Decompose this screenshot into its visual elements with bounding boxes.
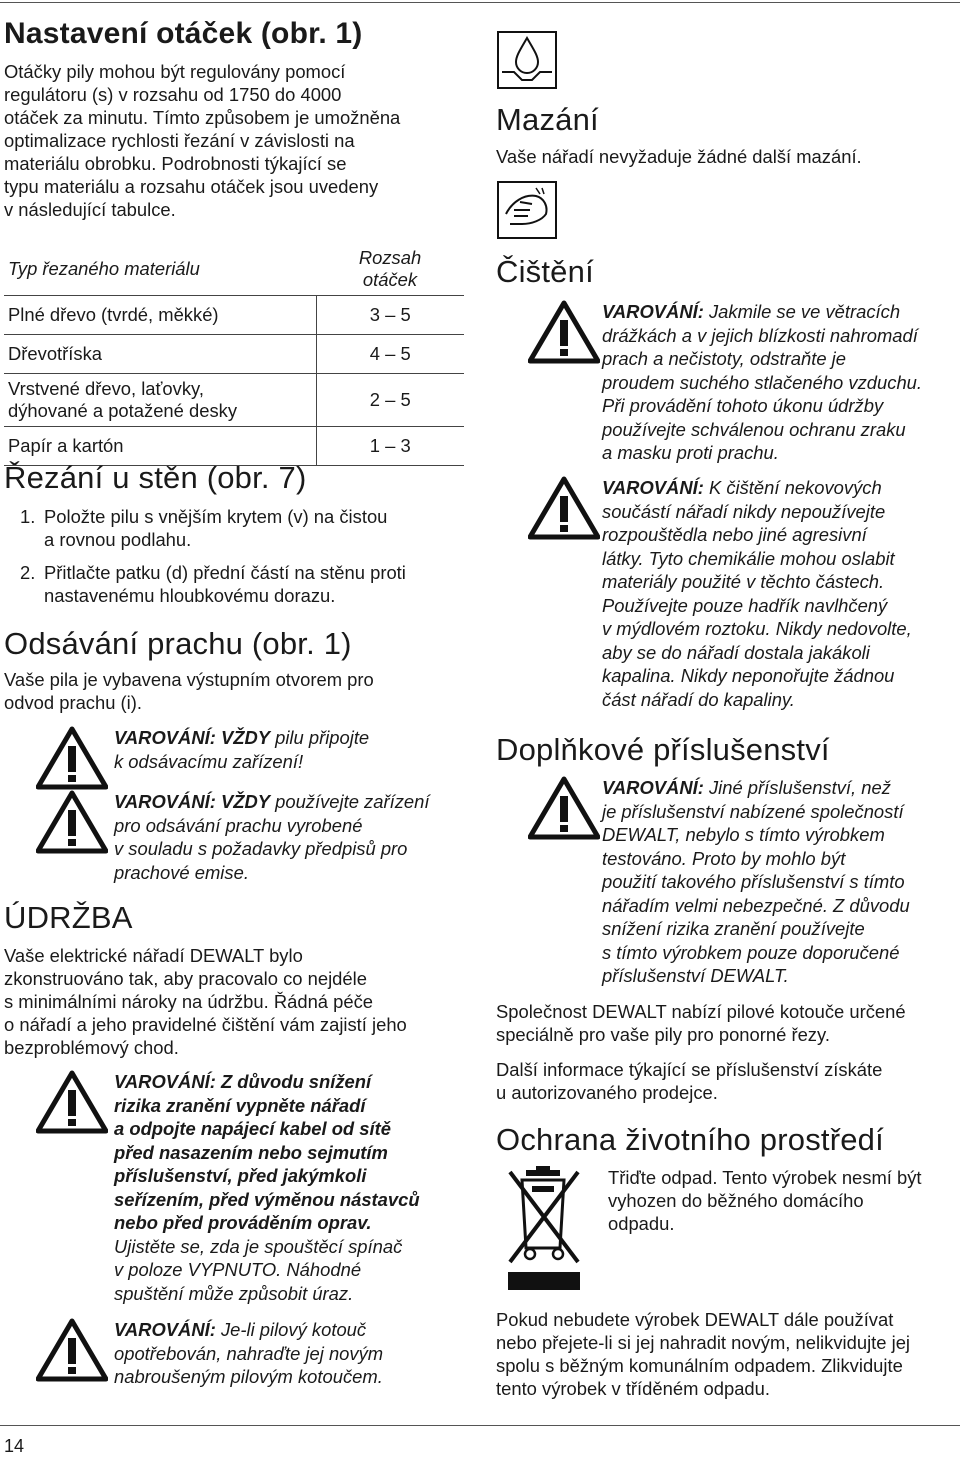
- warning-line: a masku proti prachu.: [602, 442, 779, 463]
- environment-body-line: tento výrobek v tříděném odpadu.: [496, 1378, 770, 1399]
- warning-line: příslušenství, před jakýmkoli: [114, 1165, 367, 1186]
- warning-line: K čištění nekovových: [703, 477, 882, 498]
- warning-label: VAROVÁNÍ:: [602, 477, 704, 498]
- table-row: [4, 335, 464, 374]
- table-row: [4, 296, 464, 335]
- warning-line: seřízením, před výměnou nástavců: [114, 1188, 420, 1210]
- warning-line: nebo před prováděním oprav.: [114, 1212, 372, 1233]
- warning-line: používejte schválenou ochranu zraku: [602, 418, 906, 440]
- accessories-body-line: speciálně pro vaše pily pro ponorné řezy.: [496, 1024, 830, 1045]
- speed-body-line: materiálu obrobku. Podrobnosti týkající se: [4, 153, 347, 174]
- warning-line: pilu připojte: [270, 727, 370, 748]
- step-line: a rovnou podlahu.: [44, 529, 192, 550]
- maintenance-warning-1: [36, 1070, 466, 1305]
- maintenance-body-line: s minimálními nároky na údržbu. Řádná péče: [4, 991, 374, 1012]
- warning-line: materiály použité v těchto částech.: [602, 571, 885, 592]
- dust-warning-2: [36, 790, 466, 884]
- environment-side-line: odpadu.: [608, 1213, 675, 1234]
- speed-body-line: typu materiálu a rozsahu otáček jsou uvedeny: [4, 176, 379, 197]
- warning-line: Používejte pouze hadřík navlhčený: [602, 594, 888, 616]
- warning-triangle-icon: [36, 1318, 108, 1382]
- warning-line: v souladu s požadavky předpisů pro: [114, 838, 408, 859]
- warning-line: Při provádění tohoto úkonu údržby: [602, 395, 884, 416]
- material-line1: Vrstvené dřevo, laťovky,: [8, 378, 204, 399]
- warning-line: nářadím velmi nebezpečné. Z důvodu: [602, 894, 910, 916]
- warning-triangle-icon: [36, 1070, 108, 1134]
- warning-line: k odsávacímu zařízení!: [114, 750, 304, 772]
- speed-body-line: regulátoru (s) v rozsahu od 1750 do 4000: [4, 84, 342, 105]
- page-number: 14: [4, 1436, 25, 1456]
- cleaning-warning-1: [528, 300, 958, 465]
- warning-line: pro odsávání prachu vyrobené: [114, 814, 363, 836]
- accessories-body-2: [496, 1058, 958, 1104]
- table-cell-material: [4, 374, 316, 427]
- warning-line: opotřebován, nahraďte jej novým: [114, 1342, 384, 1364]
- warning-text: [602, 776, 958, 988]
- wall-steps: [4, 505, 464, 607]
- maintenance-body-line: o nářadí a jeho pravidelné čištění vám zajistí jeho: [4, 1014, 407, 1035]
- warning-line: aby se do nářadí dostala jakákoli: [602, 641, 870, 663]
- warning-line: Jiné příslušenství, než: [703, 777, 891, 798]
- warning-label: VAROVÁNÍ:: [602, 301, 704, 322]
- warning-line: je příslušenství nabízené společností: [602, 800, 904, 822]
- environment-side-line: vyhozen do běžného domácího: [608, 1190, 864, 1211]
- environment-side-text: [608, 1166, 960, 1235]
- warning-line: používejte zařízení: [270, 791, 430, 812]
- maintenance-body-line: bezproblémový chod.: [4, 1037, 179, 1058]
- warning-label: VAROVÁNÍ: VŽDY: [114, 727, 270, 748]
- warning-triangle-icon: [528, 300, 600, 364]
- warning-label: VAROVÁNÍ:: [602, 777, 704, 798]
- speed-body-line: v následující tabulce.: [4, 199, 176, 220]
- cleaning-title: Čištění: [496, 254, 594, 289]
- speed-title: Nastavení otáček (obr. 1): [4, 17, 363, 50]
- wall-title: Řezání u stěn (obr. 7): [4, 460, 307, 495]
- warning-text: [114, 1235, 466, 1306]
- speed-body-line: Otáčky pily mohou být regulovány pomocí: [4, 61, 346, 82]
- accessories-title: Doplňkové příslušenství: [496, 732, 830, 767]
- warning-line: v poloze VYPNUTO. Náhodné: [114, 1259, 362, 1280]
- warning-line: prachové emise.: [114, 861, 249, 883]
- environment-body-line: Pokud nebudete výrobek DEWALT dále používat: [496, 1309, 894, 1330]
- speed-table: [4, 243, 464, 466]
- step-line: nastavenému hloubkovému dorazu.: [44, 585, 336, 606]
- range-header-line1: Rozsah: [358, 247, 422, 268]
- warning-line: nabroušeným pilovým kotoučem.: [114, 1366, 383, 1387]
- table-cell-material: Plné dřevo (tvrdé, měkké): [4, 296, 316, 335]
- warning-text: [114, 1318, 466, 1389]
- warning-line: snížení rizika zranění používejte: [602, 918, 865, 939]
- warning-line: rozpouštědla nebo jiné agresivní: [602, 524, 867, 545]
- crossed-bin-icon: [504, 1164, 584, 1292]
- warning-triangle-icon: [36, 790, 108, 854]
- oil-drop-icon: [496, 30, 558, 90]
- step-line: Přitlačte patku (d) přední částí na stěnu proti: [44, 562, 406, 583]
- warning-line: látky. Tyto chemikálie mohou oslabit: [602, 547, 895, 569]
- warning-line: příslušenství DEWALT.: [602, 965, 789, 986]
- warning-line: drážkách a v jejich blízkosti nahromadí: [602, 324, 918, 346]
- table-header-range: [316, 243, 464, 296]
- warning-line: a odpojte napájecí kabel od sítě: [114, 1118, 391, 1139]
- speed-body-line: otáček za minutu. Tímto způsobem je umožněna: [4, 107, 401, 128]
- warning-line: použití takového příslušenství s tímto: [602, 871, 905, 892]
- warning-text: [602, 476, 958, 711]
- table-header-material: Typ řezaného materiálu: [8, 258, 200, 279]
- lubrication-body: Vaše nářadí nevyžaduje žádné další mazání.: [496, 146, 862, 167]
- step-line: Položte pilu s vnějším krytem (v) na čistou: [44, 506, 388, 527]
- table-cell-range: 3 – 5: [316, 296, 464, 335]
- warning-text: [114, 726, 456, 773]
- table-row: [4, 374, 464, 427]
- accessories-body-line: Společnost DEWALT nabízí pilové kotouče určené: [496, 1001, 906, 1022]
- lubrication-title: Mazání: [496, 102, 599, 137]
- dust-body: [4, 668, 374, 714]
- list-item: [4, 505, 464, 551]
- environment-body-line: spolu s běžným komunálním odpadem. Zlikvidujte: [496, 1355, 903, 1376]
- warning-line: Je-li pilový kotouč: [215, 1319, 367, 1340]
- environment-body: [496, 1308, 960, 1400]
- maintenance-title: ÚDRŽBA: [4, 900, 133, 935]
- bottom-rule: [0, 1425, 960, 1426]
- maintenance-body: [4, 944, 466, 1059]
- warning-text: [114, 790, 466, 884]
- accessories-body-1: [496, 1000, 958, 1046]
- speed-body: [4, 60, 464, 221]
- speed-body-line: optimalizace rychlosti řezání v závislosti na: [4, 130, 355, 151]
- warning-line: testováno. Proto by mohlo být: [602, 847, 846, 869]
- accessories-body-line: u autorizovaného prodejce.: [496, 1082, 718, 1103]
- warning-label: VAROVÁNÍ: VŽDY: [114, 791, 270, 812]
- warning-label: VAROVÁNÍ:: [114, 1319, 216, 1340]
- material-line2: dýhované a potažené desky: [8, 400, 238, 421]
- warning-line: kapalina. Nikdy neponořujte žádnou: [602, 665, 895, 686]
- list-item: [4, 561, 464, 607]
- table-cell-range: 4 – 5: [316, 335, 464, 374]
- range-header-line2: otáček: [362, 269, 418, 290]
- warning-text: [602, 300, 958, 465]
- accessories-body-line: Další informace týkající se příslušenství získáte: [496, 1059, 883, 1080]
- warning-line: spuštění může způsobit úraz.: [114, 1282, 354, 1304]
- warning-line: Jakmile se ve větracích: [703, 301, 901, 322]
- warning-line: s tímto výrobkem pouze doporučené: [602, 941, 900, 963]
- dust-title: Odsávání prachu (obr. 1): [4, 626, 352, 661]
- warning-line: VAROVÁNÍ: Z důvodu snížení: [114, 1071, 372, 1092]
- top-rule: [0, 2, 960, 3]
- warning-triangle-icon: [36, 726, 108, 790]
- warning-line: proudem suchého stlačeného vzduchu.: [602, 371, 923, 393]
- warning-line: před nasazením nebo sejmutím: [114, 1141, 388, 1163]
- warning-line: Ujistěte se, zda je spouštěcí spínač: [114, 1235, 403, 1257]
- maintenance-warning-2: [36, 1318, 466, 1389]
- environment-side-line: Třiďte odpad. Tento výrobek nesmí být: [608, 1167, 922, 1188]
- warning-line: DEWALT, nebylo s tímto výrobkem: [602, 824, 885, 845]
- dust-body-line: Vaše pila je vybavena výstupním otvorem pro: [4, 669, 374, 690]
- maintenance-body-line: Vaše elektrické nářadí DEWALT bylo: [4, 945, 303, 966]
- cleaning-warning-2: [528, 476, 958, 711]
- environment-body-line: nebo přejete-li si jej nahradit novým, nelikvidujte jej: [496, 1332, 911, 1353]
- warning-line: prach a nečistoty, odstraňte je: [602, 348, 846, 369]
- warning-text-bold: [114, 1070, 466, 1235]
- cleaning-hand-icon: [496, 180, 558, 240]
- environment-title: Ochrana životního prostředí: [496, 1122, 884, 1157]
- warning-line: rizika zranění vypněte nářadí: [114, 1094, 366, 1116]
- table-cell-material: Papír a kartón: [4, 427, 316, 466]
- table-cell-range: 2 – 5: [316, 374, 464, 427]
- warning-triangle-icon: [528, 476, 600, 540]
- step-number: 1.: [20, 506, 36, 527]
- dust-warning-1: [36, 726, 456, 773]
- dust-body-line: odvod prachu (i).: [4, 692, 143, 713]
- warning-triangle-icon: [528, 776, 600, 840]
- maintenance-body-line: zkonstruováno tak, aby pracovalo co nejdéle: [4, 968, 367, 989]
- warning-line: v mýdlovém roztoku. Nikdy nedovolte,: [602, 618, 912, 639]
- step-number: 2.: [20, 562, 36, 583]
- warning-line: součástí nářadí nikdy nepoužívejte: [602, 500, 886, 522]
- table-cell-range: 1 – 3: [316, 427, 464, 466]
- warning-line: část nářadí do kapaliny.: [602, 688, 795, 710]
- accessories-warning: [528, 776, 958, 988]
- table-cell-material: Dřevotříska: [4, 335, 316, 374]
